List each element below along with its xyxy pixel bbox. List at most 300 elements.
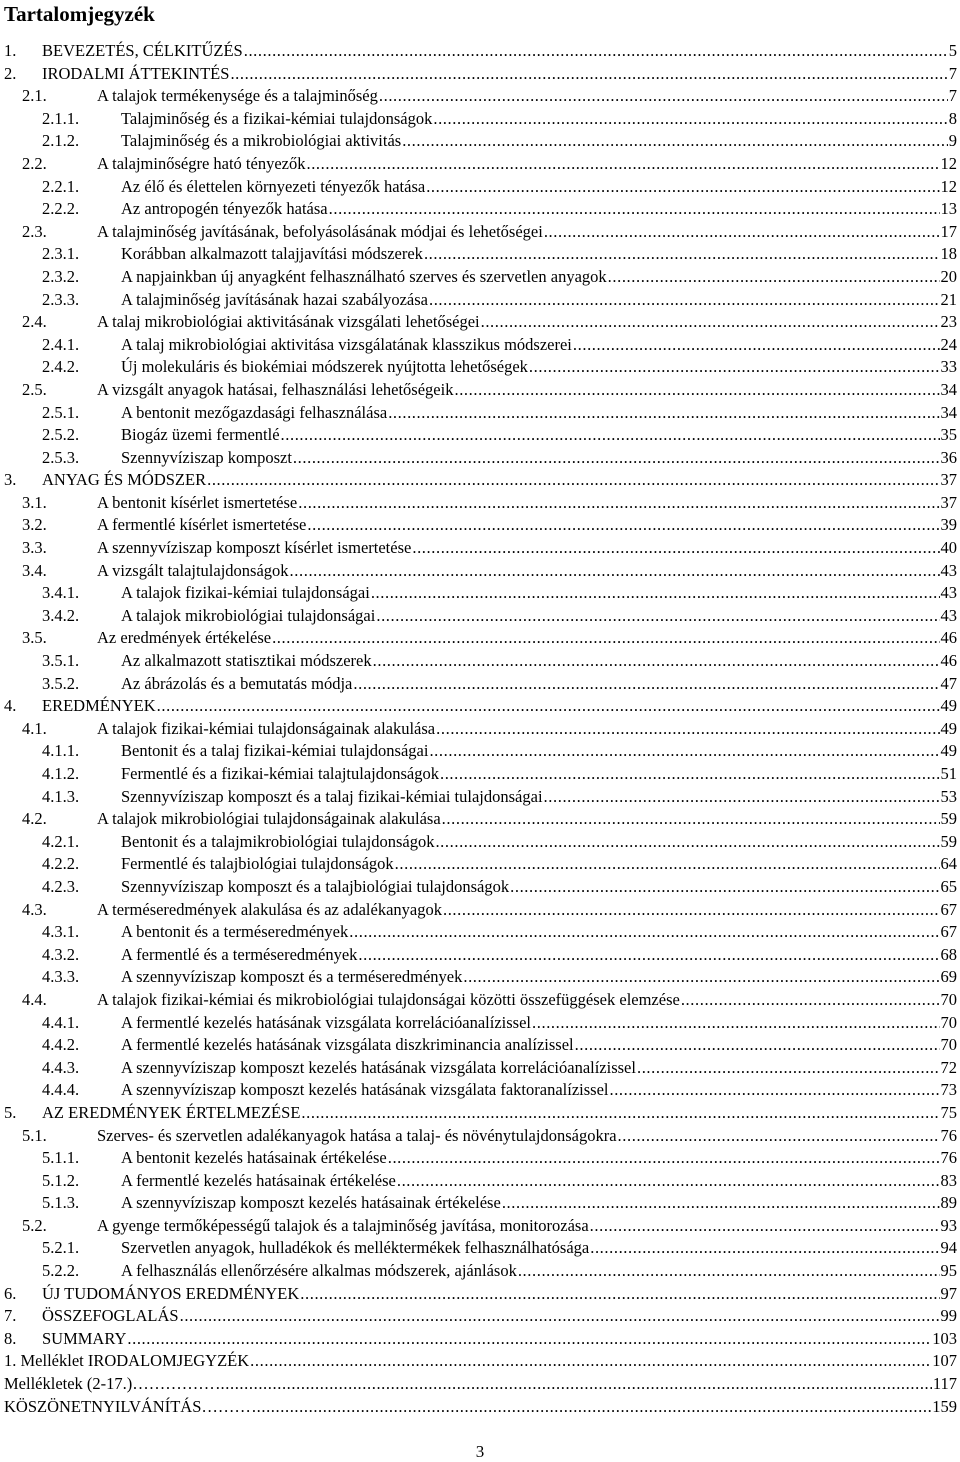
toc-entry[interactable] (0, 740, 960, 763)
toc-entry-title: A bentonit mezőgazdasági felhasználása (121, 402, 388, 422)
toc-entry-number: 2.3. (22, 221, 47, 241)
toc-entry[interactable] (0, 1057, 960, 1080)
dot-leader (443, 899, 940, 922)
toc-entry-number: 2.2. (22, 153, 47, 173)
toc-entry-title: A talajok fizikai-kémiai és mikrobiológiai tulajdonságai közötti összefüggések elemzése (97, 989, 680, 1009)
toc-entry[interactable] (0, 1260, 960, 1283)
dot-leader (544, 786, 940, 809)
toc-entry-page: 12 (940, 153, 957, 173)
toc-entry-page: 9 (948, 131, 957, 151)
toc-entry-title: A felhasználás ellenőrzésére alkalmas módszerek, ajánlások (121, 1261, 517, 1281)
toc-entry-number: 5.1.2. (42, 1170, 80, 1190)
toc-entry-number: 3.2. (22, 515, 47, 535)
toc-entry-page: 5 (948, 41, 957, 60)
toc-entry-page: 83 (940, 1170, 957, 1190)
dot-leader (329, 198, 940, 221)
toc-entry-page: 76 (940, 1148, 957, 1168)
toc-entry[interactable] (0, 221, 960, 244)
toc-entry-title: Szerves- és szervetlen adalékanyagok hatása a talaj- és növénytulajdonságokra (97, 1125, 617, 1145)
toc-entry-page: 12 (940, 176, 957, 196)
dot-leader (435, 831, 939, 854)
toc-entry-number: 4.4.4. (42, 1080, 80, 1100)
toc-entry-page: 73 (940, 1080, 957, 1100)
toc-entry-number: 2.1. (22, 86, 47, 106)
toc-entry-title: A talaj mikrobiológiai aktivitásának vizsgálati lehetőségei (97, 312, 480, 332)
toc-entry-title: A bentonit kezelés hatásainak értékelése (121, 1148, 387, 1168)
toc-entry-number: 3.4.1. (42, 583, 80, 603)
dot-leader (388, 1147, 940, 1170)
toc-entry-title: KÖSZÖNETNYILVÁNÍTÁS……… (4, 1396, 251, 1416)
toc-entry[interactable] (0, 1034, 960, 1057)
toc-entry-page: 36 (940, 447, 957, 467)
dot-leader (429, 740, 939, 763)
dot-leader (442, 808, 940, 831)
toc-entry-number: 4.3.2. (42, 944, 80, 964)
toc-entry-title: A fermentlé kezelés hatásainak értékelése (121, 1170, 396, 1190)
toc-entry-number: 5.2.2. (42, 1261, 80, 1281)
toc-entry-page: 51 (940, 764, 957, 783)
toc-entry[interactable] (0, 334, 960, 357)
toc-entry-number: 2.3.3. (42, 289, 80, 309)
toc-entry[interactable] (0, 1237, 960, 1260)
toc-entry-number: 2.4.1. (42, 334, 80, 354)
toc-entry-number: 7. (4, 1306, 17, 1326)
toc-entry[interactable] (0, 243, 960, 266)
toc-entry[interactable] (0, 876, 960, 899)
toc-entry-number: 4.2.2. (42, 854, 80, 874)
toc-entry-number: 5.1.1. (42, 1148, 80, 1168)
toc-entry-title: A talajminőség javításának, befolyásolásának módjai és lehetőségei (97, 221, 543, 241)
toc-entry-page: 69 (940, 967, 957, 987)
toc-entry-number: 5.2. (22, 1215, 47, 1235)
toc-entry[interactable] (0, 718, 960, 741)
dot-leader (379, 85, 948, 108)
toc-entry-number: 3.5.1. (42, 651, 80, 671)
toc-entry-number: 5.2.1. (42, 1238, 80, 1258)
dot-leader (532, 1012, 939, 1035)
dot-leader (300, 1283, 939, 1306)
toc-entry-number: 2.1.1. (42, 108, 80, 128)
dot-leader (590, 1215, 940, 1238)
toc-entry[interactable] (0, 492, 960, 515)
toc-entry-page: 67 (940, 922, 957, 942)
dot-leader (373, 650, 940, 673)
toc-entry-page: 117 (932, 1374, 957, 1394)
dot-leader (244, 40, 948, 63)
toc-entry[interactable] (0, 853, 960, 876)
toc-entry-page: 49 (940, 696, 957, 716)
toc-entry-title: A fermentlé kezelés hatásának vizsgálata korrelációanalízissel (121, 1012, 532, 1032)
toc-entry-page: 76 (940, 1125, 957, 1145)
toc-entry-title: A talajok mikrobiológiai tulajdonságainak alakulása (97, 809, 441, 829)
toc-entry-title: 1. Melléklet IRODALOMJEGYZÉK (4, 1351, 250, 1371)
toc-entry-title: Fermentlé és a fizikai-kémiai talajtulajdonságok (121, 764, 439, 783)
toc-entry-page: 7 (948, 86, 957, 106)
toc-entry-page: 43 (940, 583, 957, 603)
toc-entry-page: 43 (940, 605, 957, 625)
toc-entry[interactable] (0, 108, 960, 131)
toc-entry-title: Korábban alkalmazott talajjavítási módszerek (121, 244, 423, 264)
toc-entry-title: Talajminőség és a mikrobiológiai aktivitás (121, 131, 402, 151)
dot-leader (529, 356, 940, 379)
toc-entry-number: 5.1.3. (42, 1193, 80, 1213)
dot-leader (388, 402, 939, 425)
toc-entry[interactable] (0, 763, 960, 786)
toc-entry-number: 2.5.1. (42, 402, 80, 422)
toc-entry-title: Az alkalmazott statisztikai módszerek (121, 651, 372, 671)
toc-entry[interactable] (0, 899, 960, 922)
page-title: Tartalomjegyzék (4, 2, 155, 26)
toc-entry[interactable] (0, 921, 960, 944)
toc-entry[interactable] (0, 198, 960, 221)
page-number: 3 (475, 1442, 485, 1461)
toc-entry[interactable] (0, 1102, 960, 1125)
dot-leader (306, 153, 939, 176)
toc-entry-page: 33 (940, 357, 957, 377)
toc-entry[interactable] (0, 379, 960, 402)
toc-entry[interactable] (0, 831, 960, 854)
toc-entry-title: Az antropogén tényezők hatása (121, 199, 328, 219)
toc-entry-title: IRODALMI ÁTTEKINTÉS (42, 63, 230, 83)
dot-leader (573, 334, 940, 357)
toc-entry-page: 20 (940, 266, 957, 286)
toc-entry[interactable] (0, 266, 960, 289)
dot-leader (180, 1305, 940, 1328)
toc-entry-title: Az élő és élettelen környezeti tényezők hatása (121, 176, 426, 196)
toc-entry-number: 4.1.1. (42, 741, 80, 761)
dot-leader (402, 130, 948, 153)
toc-entry-page: 64 (940, 854, 957, 874)
toc-entry-title: A terméseredmények alakulása és az adalékanyagok (97, 899, 442, 919)
toc-entry-title: ÖSSZEFOGLALÁS (42, 1306, 179, 1326)
toc-entry-page: 7 (948, 63, 957, 83)
dot-leader (307, 514, 939, 537)
toc-entry-title: Új molekuláris és biokémiai módszerek nyújtotta lehetőségek (121, 357, 528, 377)
toc-entry-page: 24 (940, 334, 957, 354)
toc-entry-page: 72 (940, 1057, 957, 1077)
toc-entry-number: 2.2.1. (42, 176, 80, 196)
dot-leader (618, 1125, 940, 1148)
toc-entry-number: 3.5.2. (42, 673, 80, 693)
toc-entry-title: A fermentlé és a terméseredmények (121, 944, 358, 964)
toc-entry[interactable] (0, 673, 960, 696)
toc-entry-page: 37 (940, 492, 957, 512)
toc-entry[interactable] (0, 311, 960, 334)
dot-leader (575, 1034, 940, 1057)
toc-entry-title: Fermentlé és talajbiológiai tulajdonságok (121, 854, 394, 874)
toc-entry-page: 70 (940, 1012, 957, 1032)
toc-entry-page: 89 (940, 1193, 957, 1213)
toc-entry[interactable] (0, 424, 960, 447)
toc-entry-page: 43 (940, 560, 957, 580)
toc-entry[interactable] (0, 40, 960, 63)
toc-entry-page: 39 (940, 515, 957, 535)
toc-entry[interactable] (0, 153, 960, 176)
toc-entry[interactable] (0, 627, 960, 650)
toc-entry-number: 2. (4, 63, 17, 83)
toc-entry-number: 5.1. (22, 1125, 47, 1145)
toc-entry[interactable] (0, 1147, 960, 1170)
toc-entry-title: A szennyvíziszap komposzt kezelés hatásának vizsgálata korrelációanalízissel (121, 1057, 636, 1077)
toc-entry-page: 21 (940, 289, 957, 309)
toc-entry-number: 2.3.2. (42, 266, 80, 286)
toc-entry[interactable] (0, 1350, 960, 1373)
dot-leader (637, 1057, 940, 1080)
toc-entry-page: 93 (940, 1215, 957, 1235)
toc-entry-number: 1. (4, 41, 17, 60)
toc-entry-number: 4.2.1. (42, 831, 80, 851)
toc-entry-title: A szennyvíziszap komposzt kezelés hatásainak értékelése (121, 1193, 501, 1213)
dot-leader (397, 1170, 940, 1193)
toc-entry-page: 49 (940, 741, 957, 761)
toc-entry-title: SUMMARY (42, 1328, 127, 1348)
dot-leader (207, 469, 939, 492)
toc-entry-page: 47 (940, 673, 957, 693)
toc-entry[interactable] (0, 989, 960, 1012)
toc-entry[interactable] (0, 944, 960, 967)
toc-entry-number: 2.1.2. (42, 131, 80, 151)
toc-entry-title: A szennyvíziszap komposzt kísérlet ismertetése (97, 538, 412, 558)
toc-entry-title: ÚJ TUDOMÁNYOS EREDMÉNYEK (42, 1283, 300, 1303)
dot-leader (429, 289, 940, 312)
toc-entry[interactable] (0, 537, 960, 560)
toc-entry-title: Bentonit és a talaj fizikai-kémiai tulajdonságai (121, 741, 429, 761)
toc-entry-number: 2.5.3. (42, 447, 80, 467)
toc-entry-number: 4.4.1. (42, 1012, 80, 1032)
toc-entry[interactable] (0, 63, 960, 86)
toc-entry-page: 13 (940, 199, 957, 219)
toc-entry-title: AZ EREDMÉNYEK ÉRTELMEZÉSE (42, 1102, 301, 1122)
toc-entry[interactable] (0, 695, 960, 718)
toc-entry[interactable] (0, 1396, 960, 1419)
toc-entry-title: ANYAG ÉS MÓDSZER (42, 470, 207, 490)
toc-entry[interactable] (0, 130, 960, 153)
toc-entry[interactable] (0, 1170, 960, 1193)
toc-entry[interactable] (0, 560, 960, 583)
toc-entry-number: 3.5. (22, 628, 47, 648)
toc-entry-number: 4.4. (22, 989, 47, 1009)
toc-entry-page: 94 (940, 1238, 957, 1258)
dot-leader (608, 266, 940, 289)
toc-entry-number: 3.1. (22, 492, 47, 512)
toc-entry-title: A fermentlé kezelés hatásának vizsgálata diszkriminancia analízissel (121, 1035, 574, 1055)
toc-entry-title: Bentonit és a talajmikrobiológiai tulajdonságok (121, 831, 435, 851)
toc-entry-page: 68 (940, 944, 957, 964)
dot-leader (230, 63, 947, 86)
toc-entry-page: 67 (940, 899, 957, 919)
dot-leader (433, 108, 947, 131)
dot-leader (216, 1373, 932, 1396)
toc-entry-number: 4.3.3. (42, 967, 80, 987)
dot-leader (272, 627, 939, 650)
toc-entry-number: 3.3. (22, 538, 47, 558)
toc-entry-title: A bentonit kísérlet ismertetése (97, 492, 298, 512)
toc-entry-page: 70 (940, 1035, 957, 1055)
toc-entry-title: A gyenge termőképességű talajok és a talajminőség javítása, monitorozása (97, 1215, 589, 1235)
toc-entry[interactable] (0, 650, 960, 673)
toc-entry-number: 6. (4, 1283, 17, 1303)
toc-entry[interactable] (0, 605, 960, 628)
toc-entry-number: 4.4.3. (42, 1057, 80, 1077)
toc-entry-number: 2.5.2. (42, 425, 80, 445)
toc-entry-title: Talajminőség és a fizikai-kémiai tulajdonságok (121, 108, 433, 128)
toc-entry-page: 97 (940, 1283, 957, 1303)
toc-entry[interactable] (0, 1079, 960, 1102)
dot-leader (590, 1237, 939, 1260)
toc-entry-title: Biogáz üzemi fermentlé (121, 425, 280, 445)
toc-entry-page: 37 (940, 470, 957, 490)
toc-entry-number: 2.5. (22, 379, 47, 399)
toc-entry-number: 3.4.2. (42, 605, 80, 625)
toc-entry-page: 99 (940, 1306, 957, 1326)
dot-leader (293, 447, 940, 470)
toc-entry-page: 17 (940, 221, 957, 241)
toc-entry-page: 46 (940, 651, 957, 671)
toc-entry[interactable] (0, 1373, 960, 1396)
toc-entry-page: 70 (940, 989, 957, 1009)
toc-entry-title: Az ábrázolás és a bemutatás módja (121, 673, 353, 693)
toc-entry-number: 4.2. (22, 809, 47, 829)
toc-entry[interactable] (0, 1012, 960, 1035)
toc-entry-page: 46 (940, 628, 957, 648)
toc-entry-title: A bentonit és a terméseredmények (121, 922, 349, 942)
toc-entry-number: 3. (4, 470, 17, 490)
toc-entry-title: Az eredmények értékelése (97, 628, 272, 648)
toc-entry-title: A talajminőség javításának hazai szabályozása (121, 289, 428, 309)
toc-entry-title: A talajok termékenysége és a talajminőség (97, 86, 378, 106)
toc-entry-page: 49 (940, 718, 957, 738)
toc-entry-page: 35 (940, 425, 957, 445)
toc-entry-title: Mellékletek (2-17.)…………… (4, 1374, 215, 1394)
toc-entry[interactable] (0, 786, 960, 809)
dot-leader (436, 718, 939, 741)
dot-leader (412, 537, 939, 560)
toc-entry-number: 2.3.1. (42, 244, 80, 264)
toc-entry-number: 4.4.2. (42, 1035, 80, 1055)
toc-entry-title: Szennyvíziszap komposzt és a talaj fizikai-kémiai tulajdonságai (121, 786, 543, 806)
toc-entry-number: 4.1.2. (42, 764, 80, 783)
toc-entry[interactable] (0, 514, 960, 537)
dot-leader (127, 1328, 931, 1351)
toc-entry[interactable] (0, 176, 960, 199)
toc-entry[interactable] (0, 1283, 960, 1306)
toc-entry[interactable] (0, 966, 960, 989)
dot-leader (395, 853, 940, 876)
toc-entry-title: A szennyvíziszap komposzt és a terméseredmények (121, 967, 463, 987)
table-of-contents (0, 40, 960, 1418)
dot-leader (250, 1350, 931, 1373)
toc-entry-page: 59 (940, 809, 957, 829)
toc-entry-number: 4. (4, 696, 17, 716)
toc-entry-title: EREDMÉNYEK (42, 696, 156, 716)
toc-entry-page: 65 (940, 876, 957, 896)
toc-entry-title: Szennyvíziszap komposzt és a talajbiológiai tulajdonságok (121, 876, 510, 896)
toc-entry-page: 34 (940, 379, 957, 399)
dot-leader (301, 1102, 939, 1125)
toc-entry-number: 2.4. (22, 312, 47, 332)
toc-entry-number: 4.2.3. (42, 876, 80, 896)
toc-entry[interactable] (0, 1192, 960, 1215)
toc-entry[interactable] (0, 356, 960, 379)
toc-entry-page: 59 (940, 831, 957, 851)
toc-entry-title: Szervetlen anyagok, hulladékok és melléktermékek felhasználhatósága (121, 1238, 590, 1258)
dot-leader (426, 176, 939, 199)
toc-entry-title: A talajok mikrobiológiai tulajdonságai (121, 605, 376, 625)
toc-entry-page: 34 (940, 402, 957, 422)
toc-entry-title: Szennyvíziszap komposzt (121, 447, 292, 467)
dot-leader (463, 966, 939, 989)
toc-entry-title: A szennyvíziszap komposzt kezelés hatásának vizsgálata faktoranalízissel (121, 1080, 609, 1100)
toc-entry-number: 5. (4, 1102, 17, 1122)
toc-entry-title: A talajok fizikai-kémiai tulajdonságainak alakulása (97, 718, 436, 738)
toc-entry[interactable] (0, 1328, 960, 1351)
toc-entry-page: 95 (940, 1261, 957, 1281)
dot-leader (157, 695, 940, 718)
dot-leader (353, 673, 939, 696)
dot-leader (502, 1192, 940, 1215)
dot-leader (252, 1396, 931, 1419)
dot-leader (376, 605, 939, 628)
dot-leader (281, 424, 940, 447)
dot-leader (481, 311, 940, 334)
dot-leader (349, 921, 939, 944)
toc-entry-page: 53 (940, 786, 957, 806)
toc-entry-page: 18 (940, 244, 957, 264)
toc-entry-number: 8. (4, 1328, 17, 1348)
toc-entry-page: 8 (948, 108, 957, 128)
toc-entry-page: 107 (932, 1351, 957, 1371)
dot-leader (290, 560, 940, 583)
toc-entry-page: 40 (940, 538, 957, 558)
toc-entry-title: A talaj mikrobiológiai aktivitása vizsgálatának klasszikus módszerei (121, 334, 572, 354)
dot-leader (371, 582, 940, 605)
toc-entry-page: 75 (940, 1102, 957, 1122)
toc-entry-title: A vizsgált talajtulajdonságok (97, 560, 289, 580)
toc-entry-number: 4.3.1. (42, 922, 80, 942)
toc-entry-title: A talajminőségre ható tényezők (97, 153, 306, 173)
toc-entry[interactable] (0, 289, 960, 312)
toc-entry[interactable] (0, 808, 960, 831)
toc-entry-number: 4.3. (22, 899, 47, 919)
dot-leader (609, 1079, 939, 1102)
dot-leader (518, 1260, 940, 1283)
toc-entry-page: 159 (932, 1396, 957, 1416)
toc-entry[interactable] (0, 447, 960, 470)
toc-entry[interactable] (0, 1125, 960, 1148)
toc-entry-title: BEVEZETÉS, CÉLKITŰZÉS (42, 41, 243, 60)
toc-entry-title: A napjainkban új anyagként felhasználható szerves és szervetlen anyagok (121, 266, 607, 286)
toc-entry-page: 103 (932, 1328, 957, 1348)
toc-entry-number: 2.2.2. (42, 199, 80, 219)
toc-entry[interactable] (0, 85, 960, 108)
dot-leader (544, 221, 940, 244)
dot-leader (681, 989, 940, 1012)
dot-leader (510, 876, 939, 899)
toc-entry[interactable] (0, 582, 960, 605)
toc-entry-title: A vizsgált anyagok hatásai, felhasználási lehetőségeik (97, 379, 454, 399)
toc-entry-number: 4.1.3. (42, 786, 80, 806)
toc-entry[interactable] (0, 1215, 960, 1238)
dot-leader (454, 379, 939, 402)
dot-leader (440, 763, 940, 786)
dot-leader (424, 243, 940, 266)
toc-entry-title: A fermentlé kísérlet ismertetése (97, 515, 307, 535)
toc-entry[interactable] (0, 469, 960, 492)
toc-entry[interactable] (0, 402, 960, 425)
toc-entry-title: A talajok fizikai-kémiai tulajdonságai (121, 583, 370, 603)
toc-entry[interactable] (0, 1305, 960, 1328)
toc-entry-page: 23 (940, 312, 957, 332)
